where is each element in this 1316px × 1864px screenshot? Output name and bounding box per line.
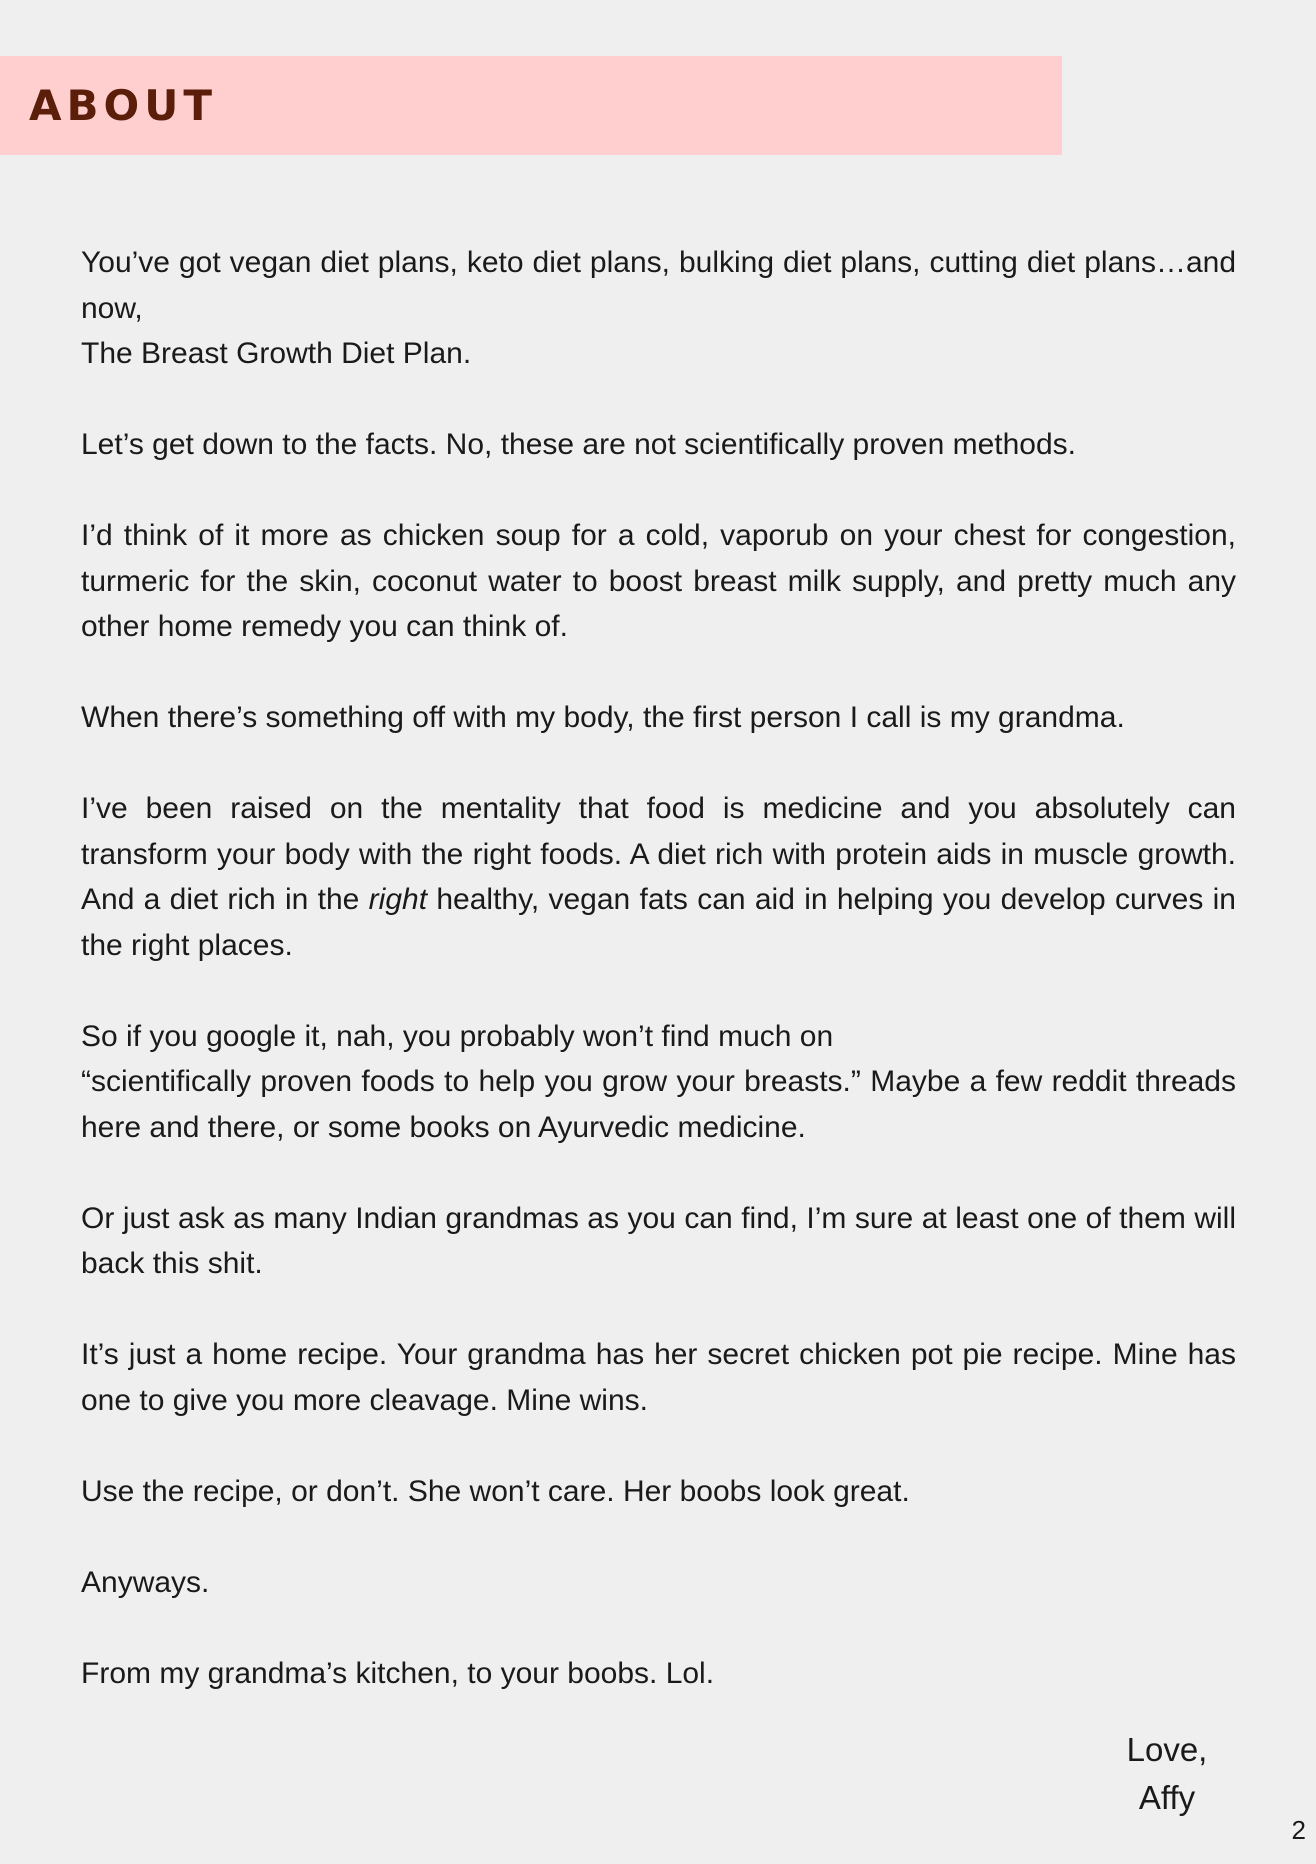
emphasis-right: right [368, 883, 428, 916]
paragraph-food-medicine [81, 786, 1236, 968]
intro-text: You’ve got vegan diet plans, keto diet plans, bulking diet plans, cutting diet plans…and now, [81, 246, 1236, 325]
paragraph-use-recipe: Use the recipe, or don’t. She won’t care. Her boobs look great. [81, 1474, 910, 1508]
body-content [81, 240, 1236, 1742]
paragraph-grandma: When there’s something off with my body, the first person I call is my grandma. [81, 701, 1125, 734]
page-title: ABOUT [29, 81, 217, 130]
plan-name-line: The Breast Growth Diet Plan. [81, 337, 472, 370]
signoff [1094, 1726, 1240, 1822]
paragraph-kitchen: From my grandma’s kitchen, to your boobs. Lol. [81, 1656, 715, 1690]
signoff-closing: Love, [1126, 1731, 1208, 1768]
paragraph-google [81, 1014, 1236, 1151]
page-number: 2 [1291, 1815, 1306, 1845]
paragraph-home-recipe: It’s just a home recipe. Your grandma has her secret chicken pot pie recipe. Mine has one to give you more cleavage. Mine wins. [81, 1338, 1236, 1417]
paragraph-intro [81, 240, 1236, 377]
header-band [0, 56, 1062, 155]
paragraph-anyways: Anyways. [81, 1565, 210, 1599]
google-line-2: “scientifically proven foods to help you grow your breasts.” Maybe a few reddit threads here and there, or some books on Ayurvedic medicine. [81, 1065, 1236, 1144]
paragraph-indian-grandmas: Or just ask as many Indian grandmas as you can find, I’m sure at least one of them will back this shit. [81, 1201, 1236, 1280]
signoff-name: Affy [1138, 1779, 1196, 1816]
google-line-1: So if you google it, nah, you probably won’t find much on [81, 1019, 834, 1053]
food-medicine-text-a: I’ve been raised on the mentality that food is medicine and you absolutely can transform your body with the right foods. A diet rich with protein aids in muscle growth. And a diet rich in the [81, 792, 1236, 916]
paragraph-home-remedy: I’d think of it more as chicken soup for a cold, vaporub on your chest for congestion, turmeric for the skin, coconut water to boost breast milk supply, and pretty much any other home remedy you can think of. [81, 519, 1236, 643]
food-medicine-text-b: healthy, vegan fats can aid in helping you develop curves in the right places. [81, 883, 1236, 962]
paragraph-facts: Let’s get down to the facts. No, these are not scientifically proven methods. [81, 428, 1076, 461]
